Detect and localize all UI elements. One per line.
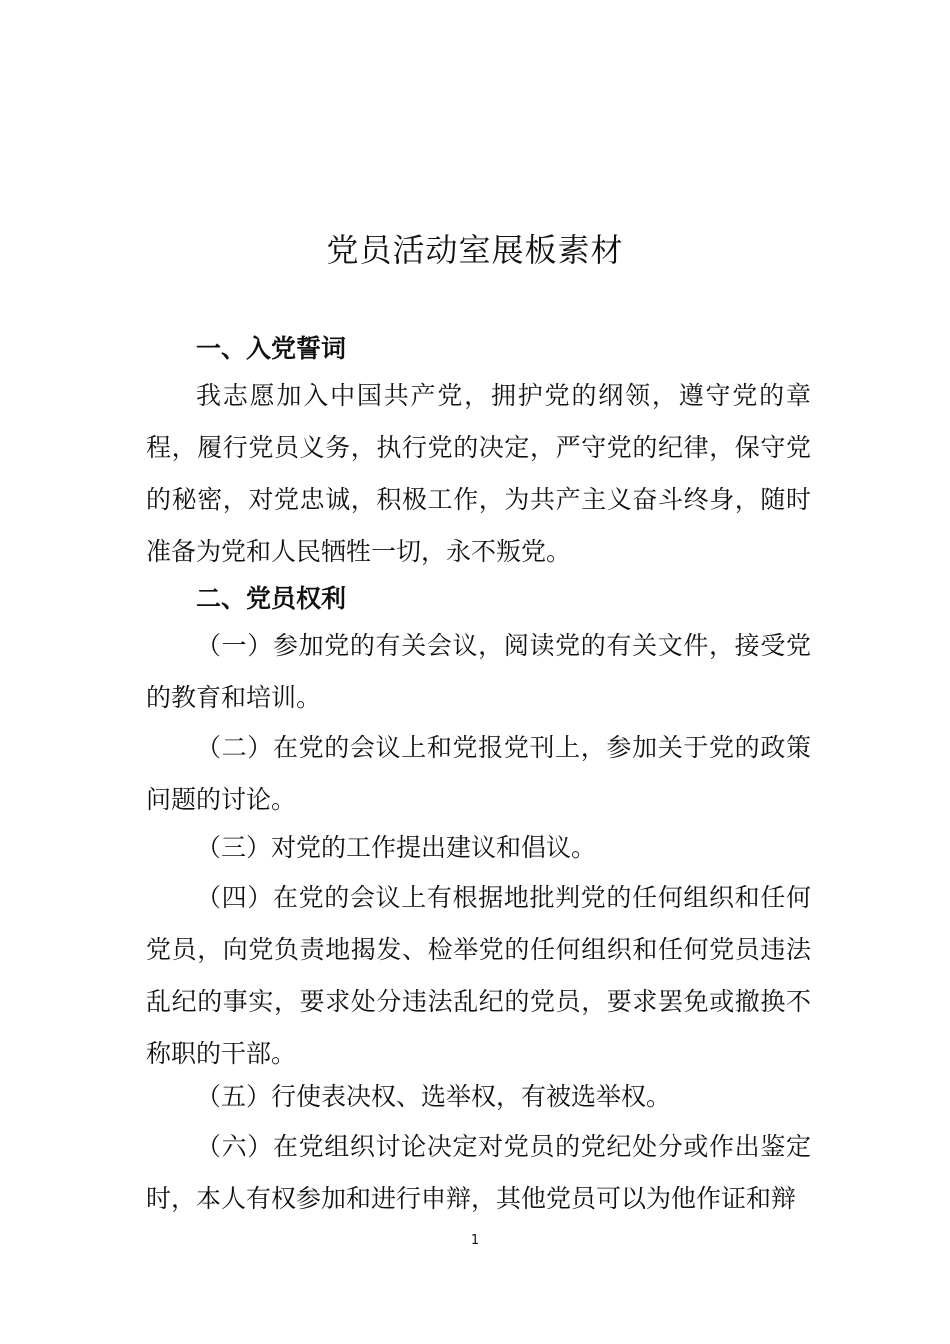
section-heading-oath: 一、入党誓词 [196,334,347,363]
oath-paragraph: 我志愿加入中国共产党，拥护党的纲领，遵守党的章程，履行党员义务，执行党的决定，严守党的纪律，保守党的秘密，对党忠诚，积极工作，为共产主义奋斗终身，随时准备为党和人民牺牲一切，永不叛党。 [146,381,811,566]
page-title: 党员活动室展板素材 [326,231,624,269]
section-heading-rights: 二、党员权利 [196,584,347,613]
rights-item-2: （二）在党的会议上和党报党刊上，参加关于党的政策问题的讨论。 [146,733,811,814]
rights-item-3: （三）对党的工作提出建议和倡议。 [196,833,597,862]
rights-item-4: （四）在党的会议上有根据地批判党的任何组织和任何党员，向党负责地揭发、检举党的任何组织和任何党员违法乱纪的事实，要求处分违法乱纪的党员，要求罢免或撤换不称职的干部。 [146,883,811,1068]
page-number: 1 [470,1233,480,1248]
rights-item-1: （一）参加党的有关会议，阅读党的有关文件，接受党的教育和培训。 [146,631,811,712]
rights-item-6: （六）在党组织讨论决定对党员的党纪处分或作出鉴定时，本人有权参加和进行申辩，其他党员可以为他作证和辩 [146,1132,811,1213]
rights-item-5: （五）行使表决权、选举权，有被选举权。 [196,1082,672,1111]
